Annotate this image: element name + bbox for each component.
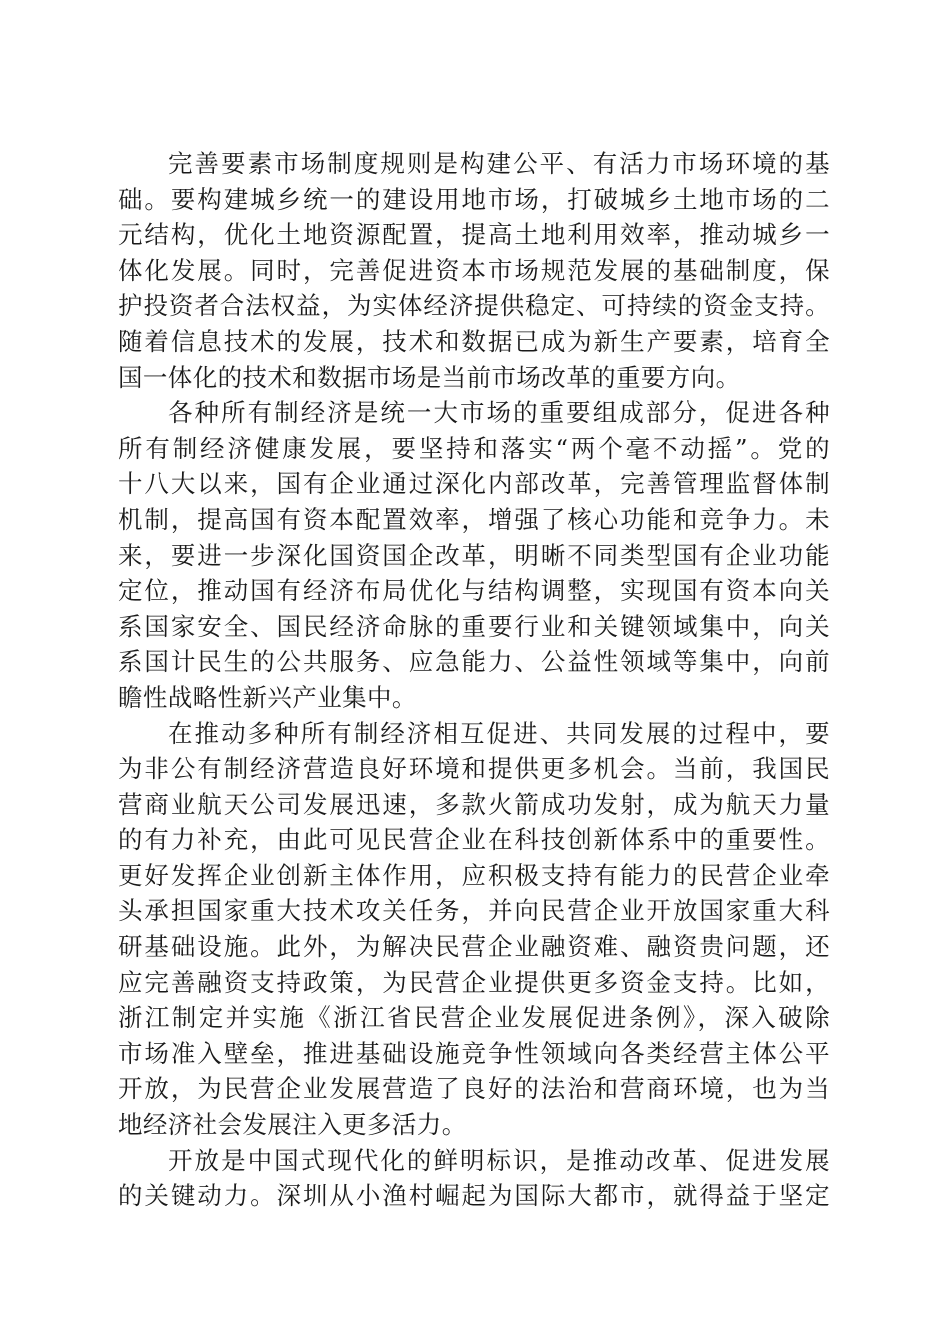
paragraph-3-line: 地经济社会发展注入更多活力。 [118,1110,467,1140]
paragraph-2-line: 定位，推动国有经济布局优化与结构调整，实现国有资本向关 [118,576,830,606]
paragraph-1-line: 础。要构建城乡统一的建设用地市场，打破城乡土地市场的二 [118,184,830,214]
paragraph-2-line: 来，要进一步深化国资国企改革，明晰不同类型国有企业功能 [118,540,830,570]
paragraph-3-line: 浙江制定并实施《浙江省民营企业发展促进条例》，深入破除 [118,1003,830,1033]
paragraph-1-line: 完善要素市场制度规则是构建公平、有活力市场环境的基 [168,149,830,178]
paragraph-1-line: 护投资者合法权益，为实体经济提供稳定、可持续的资金支持。 [118,291,830,321]
paragraph-4-line: 的关键动力。深圳从小渔村崛起为国际大都市，就得益于坚定 [118,1181,830,1211]
paragraph-1-line: 国一体化的技术和数据市场是当前市场改革的重要方向。 [118,362,741,392]
paragraph-3-line: 头承担国家重大技术攻关任务，并向民营企业开放国家重大科 [118,896,830,926]
paragraph-2-line: 所有制经济健康发展，要坚持和落实“两个毫不动摇”。党的 [118,433,830,463]
paragraph-3-line: 更好发挥企业创新主体作用，应积极支持有能力的民营企业牵 [118,860,830,890]
paragraph-3-line: 开放，为民营企业发展营造了良好的法治和营商环境，也为当 [118,1074,830,1104]
paragraph-2-line: 各种所有制经济是统一大市场的重要组成部分，促进各种 [168,398,830,428]
paragraph-1-line: 体化发展。同时，完善促进资本市场规范发展的基础制度，保 [118,255,830,285]
paragraph-2-line: 系国计民生的公共服务、应急能力、公益性领域等集中，向前 [118,647,830,677]
paragraph-2-line: 系国家安全、国民经济命脉的重要行业和关键领域集中，向关 [118,611,830,641]
paragraph-3-line: 市场准入壁垒，推进基础设施竞争性领域向各类经营主体公平 [118,1038,830,1068]
body-text [118,146,830,1214]
paragraph-2-line: 十八大以来，国有企业通过深化内部改革，完善管理监督体制 [118,469,830,499]
paragraph-3-line: 营商业航天公司发展迅速，多款火箭成功发射，成为航天力量 [118,789,830,819]
paragraph-3-line: 为非公有制经济营造良好环境和提供更多机会。当前，我国民 [118,754,830,784]
paragraph-1-line: 随着信息技术的发展，技术和数据已成为新生产要素，培育全 [118,326,830,356]
paragraph-3-line: 在推动多种所有制经济相互促进、共同发展的过程中，要 [168,718,830,748]
paragraph-3-line: 的有力补充，由此可见民营企业在科技创新体系中的重要性。 [118,825,830,855]
paragraph-4-line: 开放是中国式现代化的鲜明标识，是推动改革、促进发展 [168,1145,830,1175]
paragraph-2-line: 机制，提高国有资本配置效率，增强了核心功能和竞争力。未 [118,504,830,534]
paragraph-1-line: 元结构，优化土地资源配置，提高土地利用效率，推动城乡一 [118,220,830,250]
paragraph-3-line: 应完善融资支持政策，为民营企业提供更多资金支持。比如， [118,967,830,997]
paragraph-3-line: 研基础设施。此外，为解决民营企业融资难、融资贵问题，还 [118,932,830,962]
paragraph-2-line: 瞻性战略性新兴产业集中。 [118,682,417,712]
